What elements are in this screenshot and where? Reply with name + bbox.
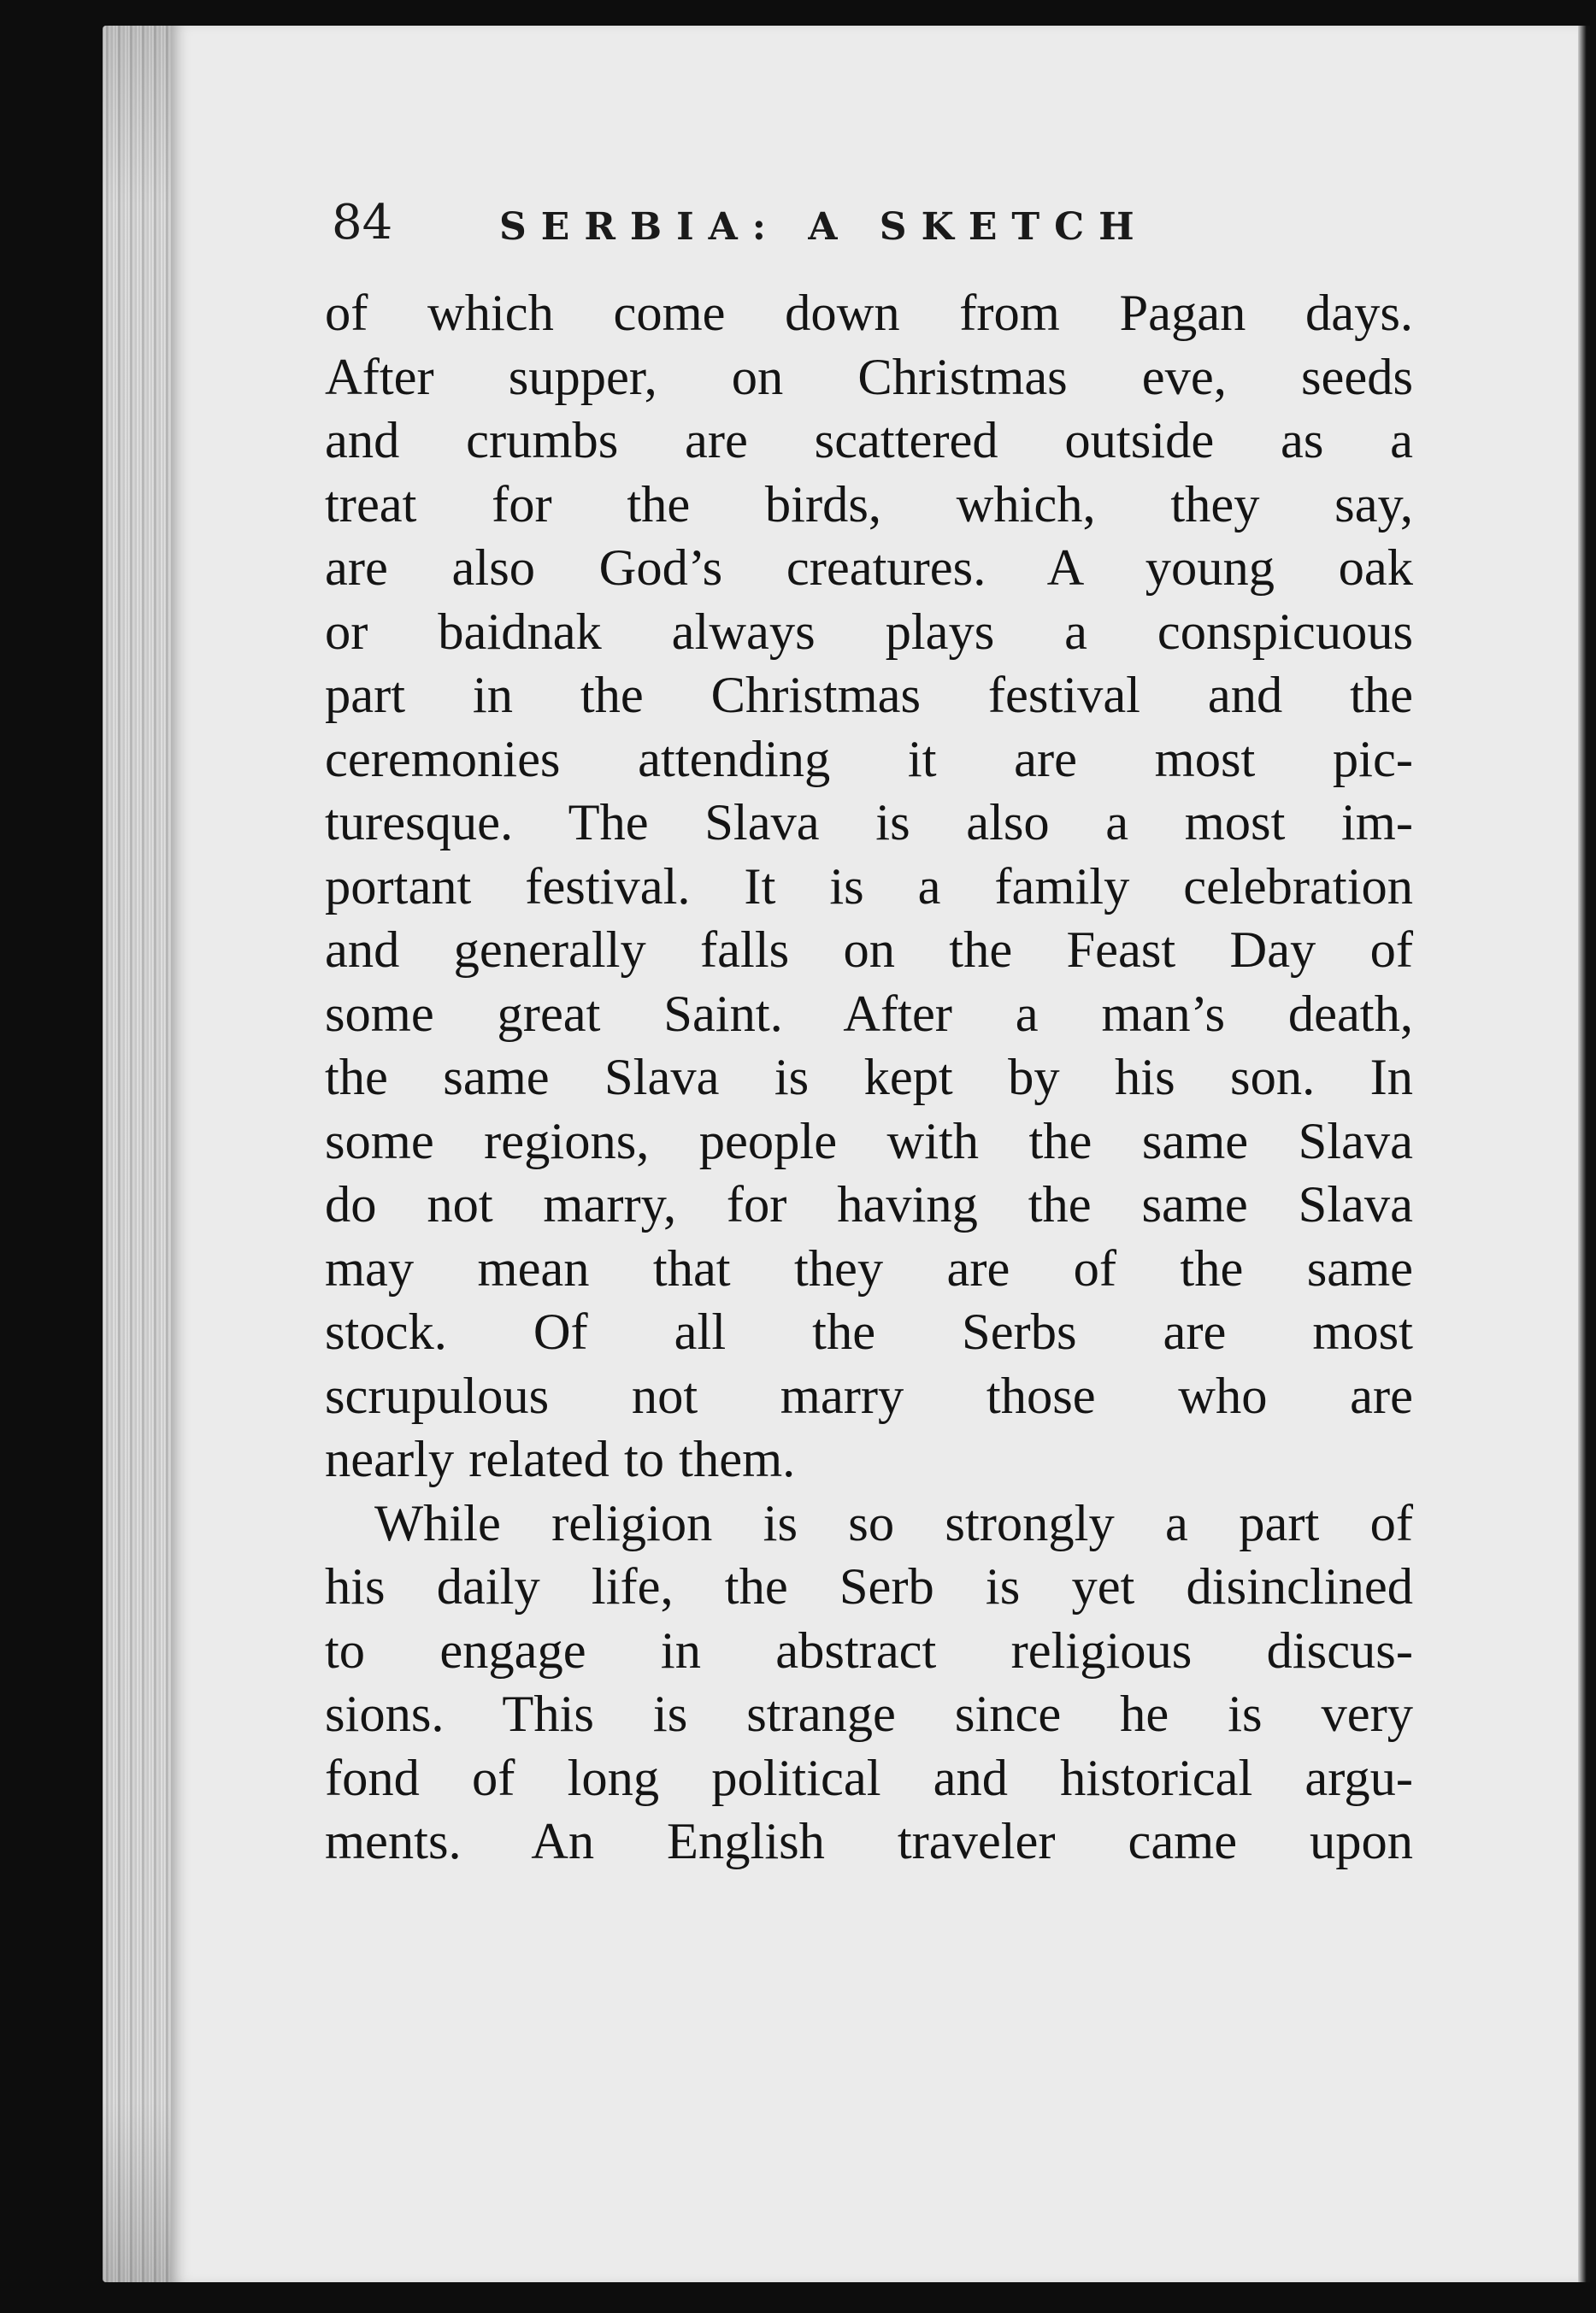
text-line: ceremonies attending it are most pic- <box>325 730 1413 788</box>
running-head: SERBIA: A SKETCH <box>499 205 1149 249</box>
text-line: his daily life, the Serb is yet disinclined <box>325 1558 1413 1616</box>
text-line: turesque. The Slava is also a most im- <box>325 794 1413 851</box>
text-line: treat for the birds, which, they say, <box>325 475 1413 533</box>
text-line: portant festival. It is a family celebration <box>325 857 1413 915</box>
text-line: or baidnak always plays a conspicuous <box>325 603 1413 661</box>
text-line: nearly related to them. <box>325 1431 796 1488</box>
body-text <box>325 282 1413 1875</box>
text-line: of which come down from Pagan days. <box>325 285 1413 342</box>
text-line: to engage in abstract religious discus- <box>325 1621 1413 1680</box>
text-line: some regions, people with the same Slava <box>325 1112 1413 1170</box>
text-line: do not marry, for having the same Slava <box>325 1176 1413 1233</box>
page-number: 84 <box>332 195 393 250</box>
text-line: stock. Of all the Serbs are most <box>325 1304 1413 1361</box>
text-line: ments. An English traveler came upon <box>325 1813 1413 1870</box>
text-line: the same Slava is kept by his son. In <box>325 1049 1413 1106</box>
text-line: some great Saint. After a man’s death, <box>325 985 1413 1043</box>
text-line: may mean that they are of the same <box>325 1239 1413 1298</box>
text-line: are also God’s creatures. A young oak <box>325 539 1413 597</box>
paragraph-1 <box>325 282 1413 1492</box>
text-line: scrupulous not marry those who are <box>325 1367 1413 1425</box>
text-line: While religion is so strongly a part of <box>374 1494 1413 1552</box>
paragraph-2 <box>325 1492 1413 1875</box>
text-line: fond of long political and historical argu- <box>325 1749 1413 1807</box>
text-line: After supper, on Christmas eve, seeds <box>325 348 1413 406</box>
text-line: and crumbs are scattered outside as a <box>325 412 1413 469</box>
text-line: part in the Christmas festival and the <box>325 667 1413 724</box>
page-right-edge <box>1578 26 1590 2282</box>
page-header <box>332 186 1426 280</box>
text-line: and generally falls on the Feast Day of <box>325 921 1413 979</box>
text-line: sions. This is strange since he is very <box>325 1686 1413 1743</box>
